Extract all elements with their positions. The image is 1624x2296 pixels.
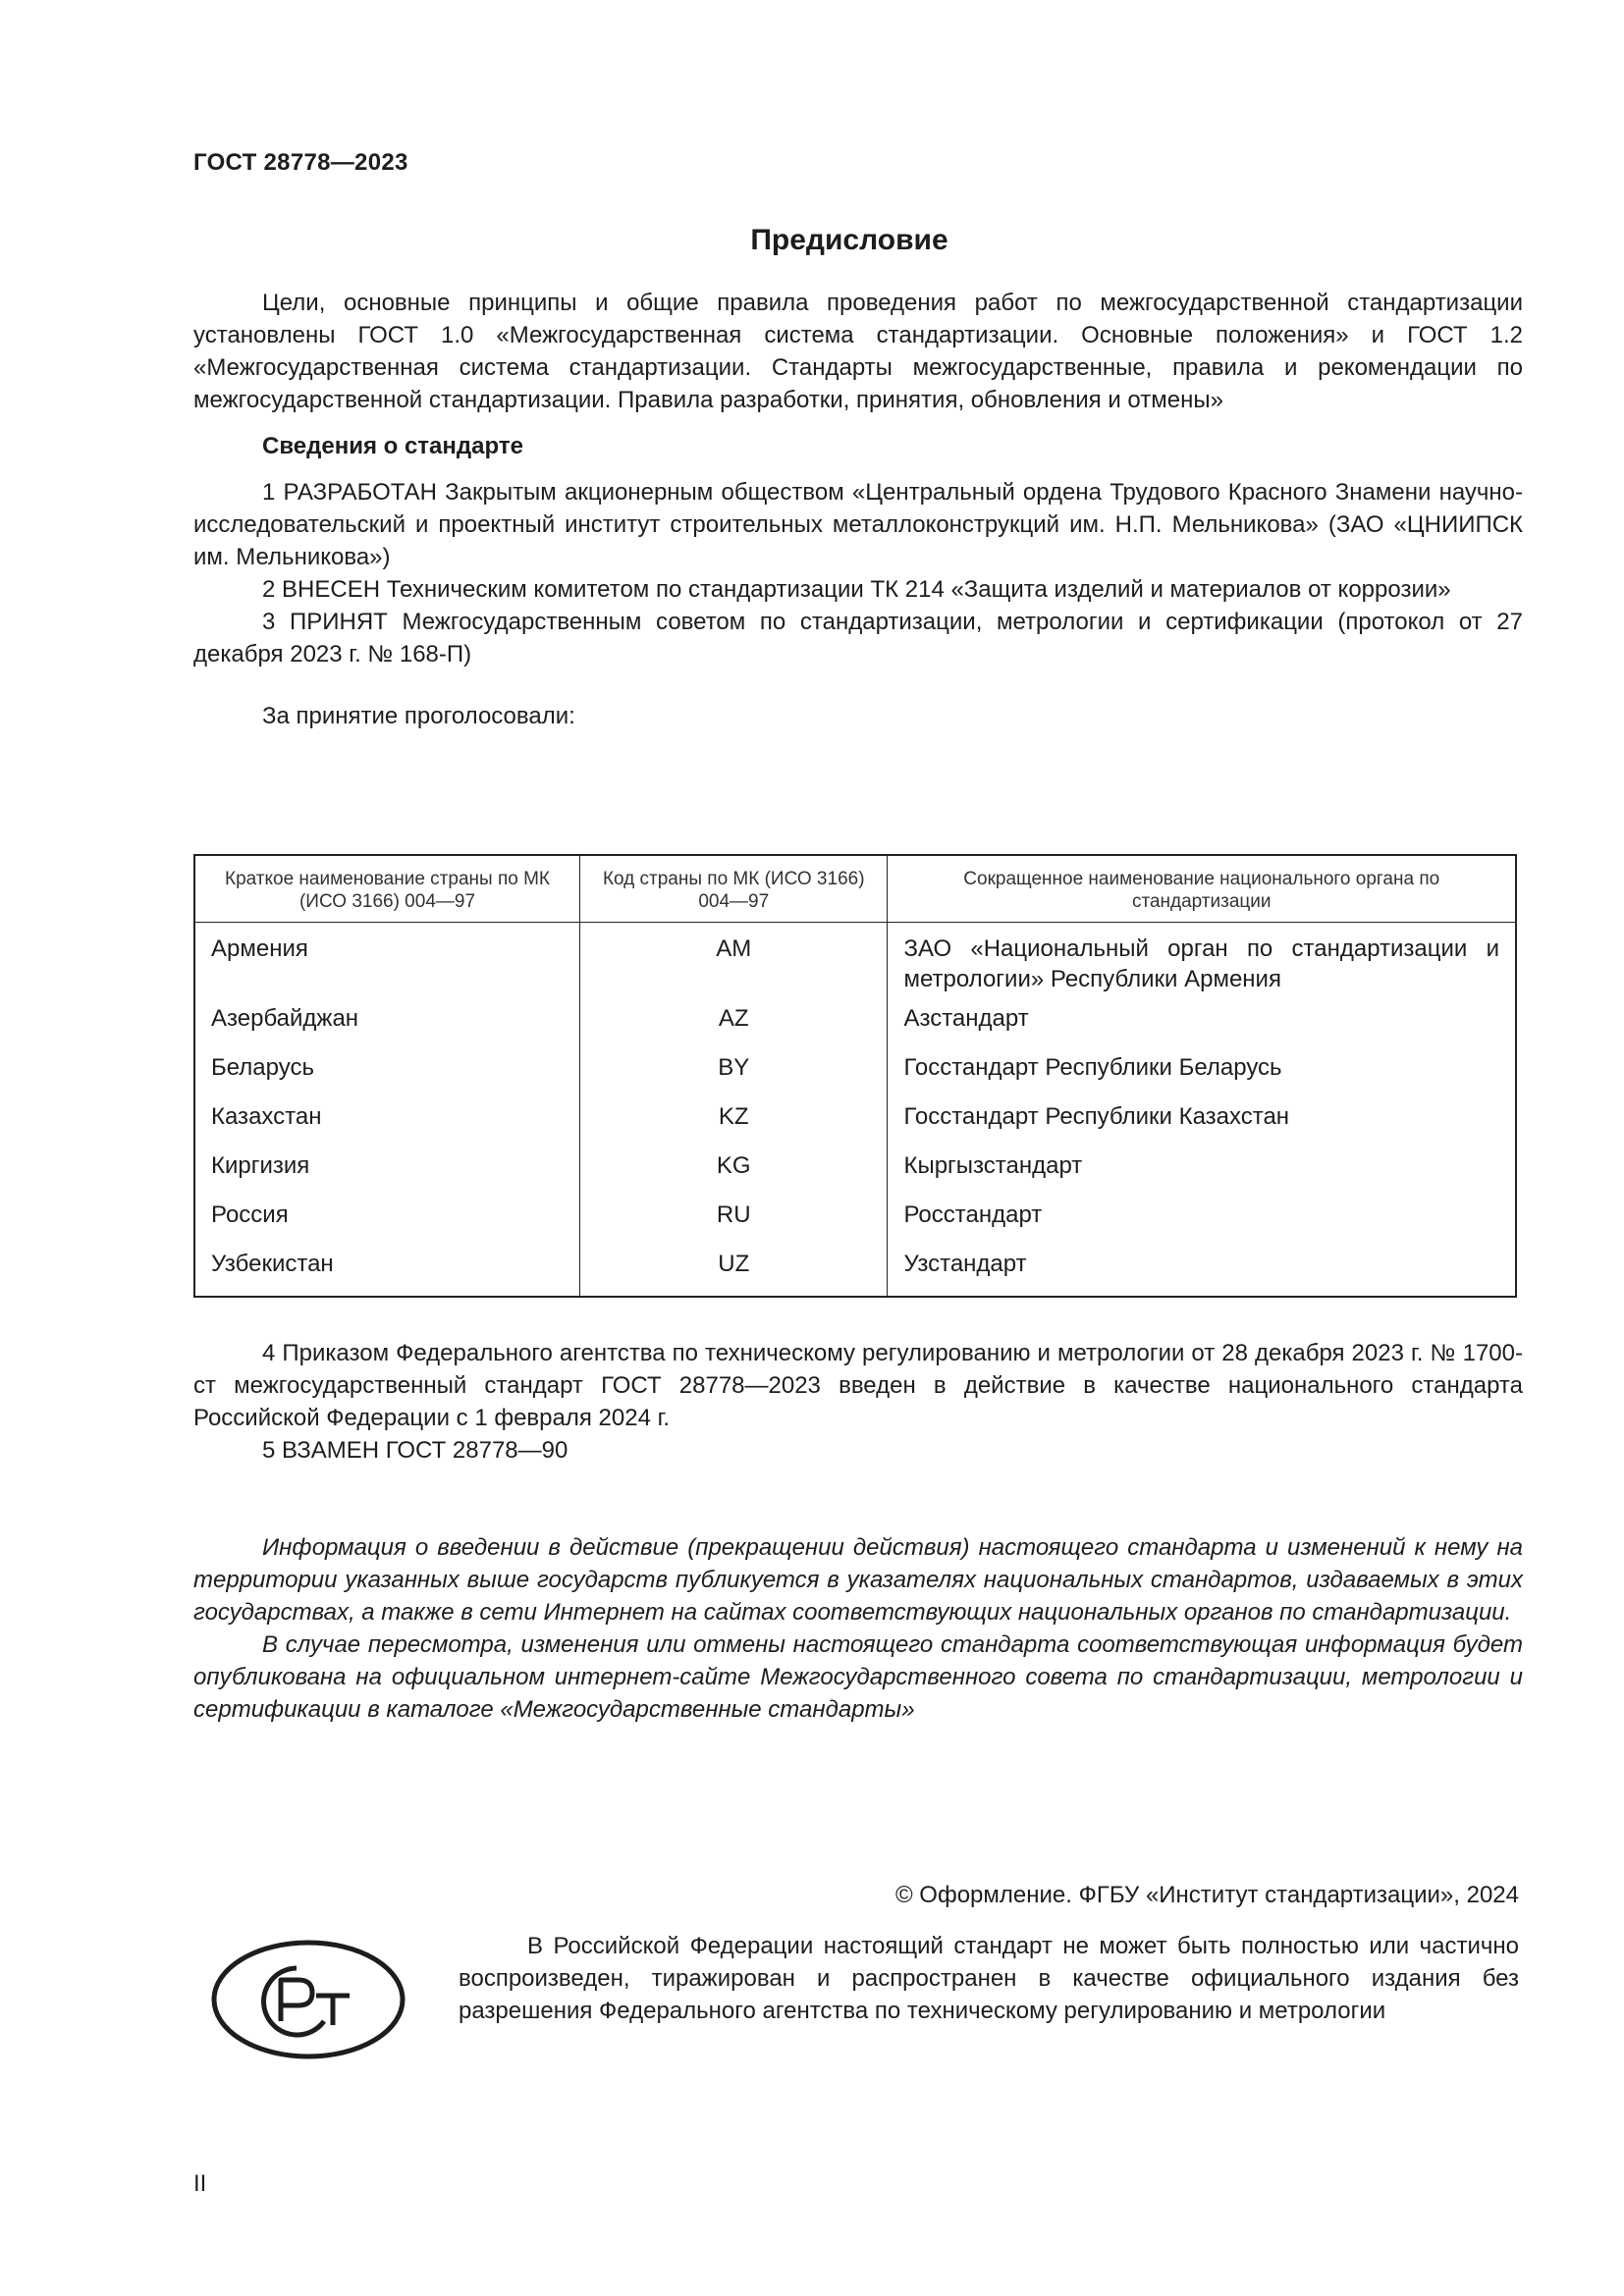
notice-paragraph-info: Информация о введении в действие (прекращении действия) настоящего стандарта и изменений к нему на территории указанных выше государств публикуется в указателях национальных стандартов, издаваемых в этих государствах, а также в сети Интернет на сайтах соответствующих национальных органов по стандартизации.: [193, 1534, 1523, 1626]
notice-paragraph-revision: В случае пересмотра, изменения или отмены настоящего стандарта соответствующая информация будет опубликована на официальном интернет-сайте Межгосударственного совета по стандартизации, метрологии и сертификации в каталоге «Межгосударственные стандарты»: [193, 1631, 1523, 1723]
country-name: Азербайджан: [194, 1000, 580, 1049]
country-code: BY: [580, 1049, 888, 1098]
header-country-name: Краткое наименование страны по МК (ИСО 3166) 004—97: [194, 855, 580, 923]
foreword-title: Предисловие: [750, 224, 948, 256]
notice-section: [193, 1531, 1523, 1726]
country-code: RU: [580, 1197, 888, 1246]
rst-certification-mark-icon: [210, 1939, 406, 2060]
voted-label: За принятие проголосовали:: [262, 703, 575, 729]
country-name: Беларусь: [194, 1049, 580, 1098]
country-code: KZ: [580, 1098, 888, 1148]
national-body: Госстандарт Республики Беларусь: [888, 1049, 1516, 1098]
table-row: [194, 923, 1516, 1001]
country-code: AZ: [580, 1000, 888, 1049]
item-adopted: 3 ПРИНЯТ Межгосударственным советом по стандартизации, метрологии и сертификации (протокол от 27 декабря 2023 г. № 168-П): [193, 609, 1523, 667]
country-name: Узбекистан: [194, 1246, 580, 1297]
reproduction-rights-notice: В Российской Федерации настоящий стандарт не может быть полностью или частично воспроизведен, тиражирован и распространен в качестве официального издания без разрешения Федерального агентства по техническому регулированию и метрологии: [459, 1933, 1519, 2024]
table-row: [194, 1246, 1516, 1297]
table-header-row: [194, 855, 1516, 923]
country-name: Киргизия: [194, 1148, 580, 1197]
table-row: [194, 1197, 1516, 1246]
enactment-section: [193, 1337, 1523, 1467]
country-code: UZ: [580, 1246, 888, 1297]
foreword-section: [193, 287, 1523, 732]
national-body: Кыргызстандарт: [888, 1148, 1516, 1197]
page-number: II: [193, 2170, 207, 2197]
country-name: Армения: [194, 923, 580, 1001]
table-row: [194, 1098, 1516, 1148]
standard-info-heading: Сведения о стандарте: [262, 433, 523, 459]
header-national-body: Сокращенное наименование национального органа по стандартизации: [888, 855, 1516, 923]
national-body: Госстандарт Республики Казахстан: [888, 1098, 1516, 1148]
voting-countries-table: [193, 854, 1517, 1298]
national-body: Узстандарт: [888, 1246, 1516, 1297]
country-code: AM: [580, 923, 888, 1001]
item-enacted: 4 Приказом Федерального агентства по техническому регулированию и метрологии от 28 декабря 2023 г. № 1700-ст межгосударственный стандарт ГОСТ 28778—2023 введен в действие в качестве национального стандарта Российской Федерации с 1 февраля 2024 г.: [193, 1340, 1523, 1431]
item-replaces: 5 ВЗАМЕН ГОСТ 28778—90: [262, 1437, 568, 1464]
national-body: Азстандарт: [888, 1000, 1516, 1049]
table-row: [194, 1049, 1516, 1098]
document-code: ГОСТ 28778—2023: [193, 149, 408, 176]
national-body: Росстандарт: [888, 1197, 1516, 1246]
country-code: KG: [580, 1148, 888, 1197]
foreword-intro: Цели, основные принципы и общие правила проведения работ по межгосударственной стандартизации установлены ГОСТ 1.0 «Межгосударственная система стандартизации. Основные положения» и ГОСТ 1.2 «Межгосударственная система стандартизации. Стандарты межгосударственные, правила и рекомендации по межгосударственной стандартизации. Правила разработки, принятия, обновления и отмены»: [193, 290, 1523, 413]
item-developed: 1 РАЗРАБОТАН Закрытым акционерным обществом «Центральный ордена Трудового Красного Знамени научно-исследовательский и проектный институт строительных металлоконструкций им. Н.П. Мельникова» (ЗАО «ЦНИИПСК им. Мельникова»): [193, 479, 1523, 570]
table-row: [194, 1000, 1516, 1049]
country-name: Россия: [194, 1197, 580, 1246]
country-name: Казахстан: [194, 1098, 580, 1148]
copyright-line: © Оформление. ФГБУ «Институт стандартизации», 2024: [894, 1882, 1519, 1908]
item-submitted: 2 ВНЕСЕН Техническим комитетом по стандартизации ТК 214 «Защита изделий и материалов от коррозии»: [262, 576, 1451, 603]
table-row: [194, 1148, 1516, 1197]
national-body: ЗАО «Национальный орган по стандартизации и метрологии» Республики Армения: [888, 923, 1516, 1001]
header-country-code: Код страны по МК (ИСО 3166) 004—97: [580, 855, 888, 923]
